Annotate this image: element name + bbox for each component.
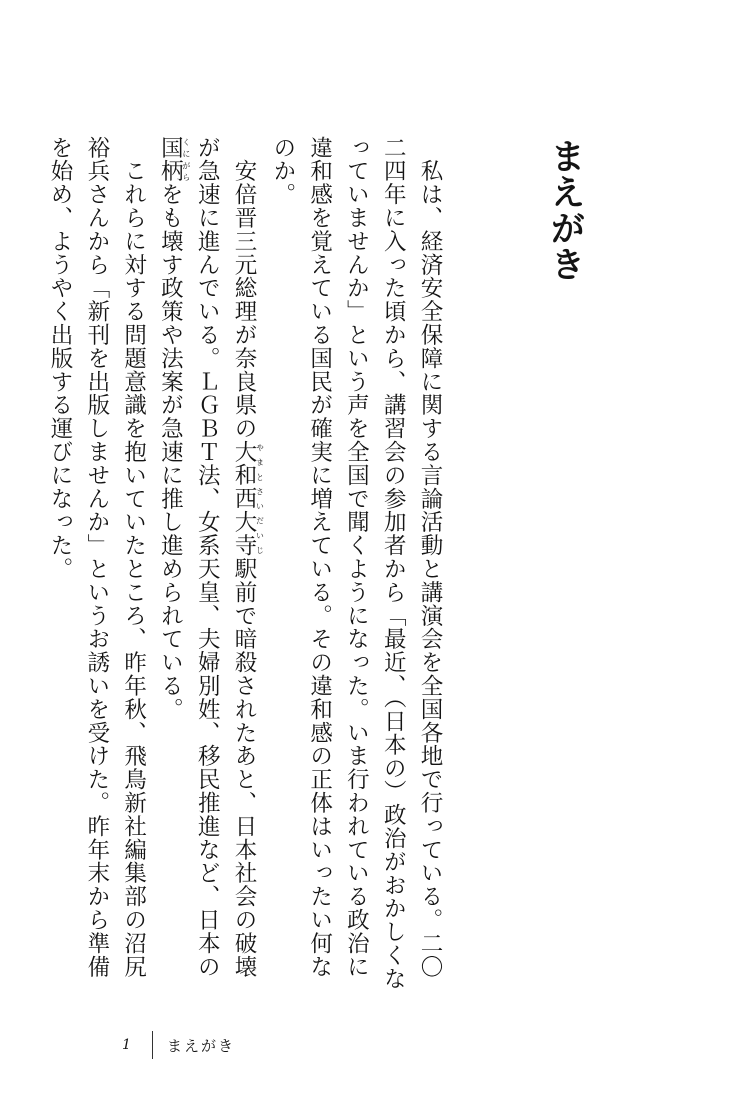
paragraph-2-text-3: をも壊す政策や法案が急速に推し進められている。	[157, 182, 184, 722]
footer-divider	[152, 1031, 153, 1059]
page-number: 1	[122, 1037, 131, 1053]
ruby-kunigara	[157, 136, 191, 183]
ruby-base-yamato-saidaiji: 大和西大寺	[231, 440, 258, 558]
paragraph-2-text-1: 安倍晋三元総理が奈良県の	[231, 136, 258, 441]
page-footer	[122, 1030, 362, 1060]
ruby-yamato-saidaiji	[231, 440, 265, 558]
paragraph-2-text-2: 駅前で暗殺されたあと、日本社会の破壊が急速に進んでいる。ＬＧＢＴ法、女系天皇、夫婦別姓、移民推進など、日本の	[194, 136, 258, 979]
paragraph-3-text: これらに対する問題意識を抱いていたところ、昨年秋、飛鳥新社編集部の沼尻裕兵さんから「新刊を出版しませんか」というお誘いを受けた。昨年末から準備を始め、ようやく出版する運びになった。	[47, 136, 147, 979]
ruby-reading-kunigara: くにがら	[181, 136, 191, 183]
paragraph-1	[264, 136, 448, 992]
ruby-base-kunigara: 国柄	[157, 136, 184, 183]
chapter-title: まえがき	[545, 138, 585, 282]
running-head: まえがき	[167, 1036, 236, 1055]
paragraph-2	[152, 136, 264, 992]
paragraph-1-text: 私は、経済安全保障に関する言論活動と講演会を全国各地で行っている。二〇二四年に入った頃から、講習会の参加者から「最近、（日本の）政治がおかしくなっていませんか」という声を全国で聞くようになった。いま行われている政治に違和感を覚えている国民が確実に増えている。その違和感の正体はいったい何なのか。	[269, 136, 443, 991]
body-text	[47, 136, 448, 992]
ruby-reading-yamato-saidaiji: やまとさいだいじ	[255, 440, 265, 558]
paragraph-3	[41, 136, 151, 992]
